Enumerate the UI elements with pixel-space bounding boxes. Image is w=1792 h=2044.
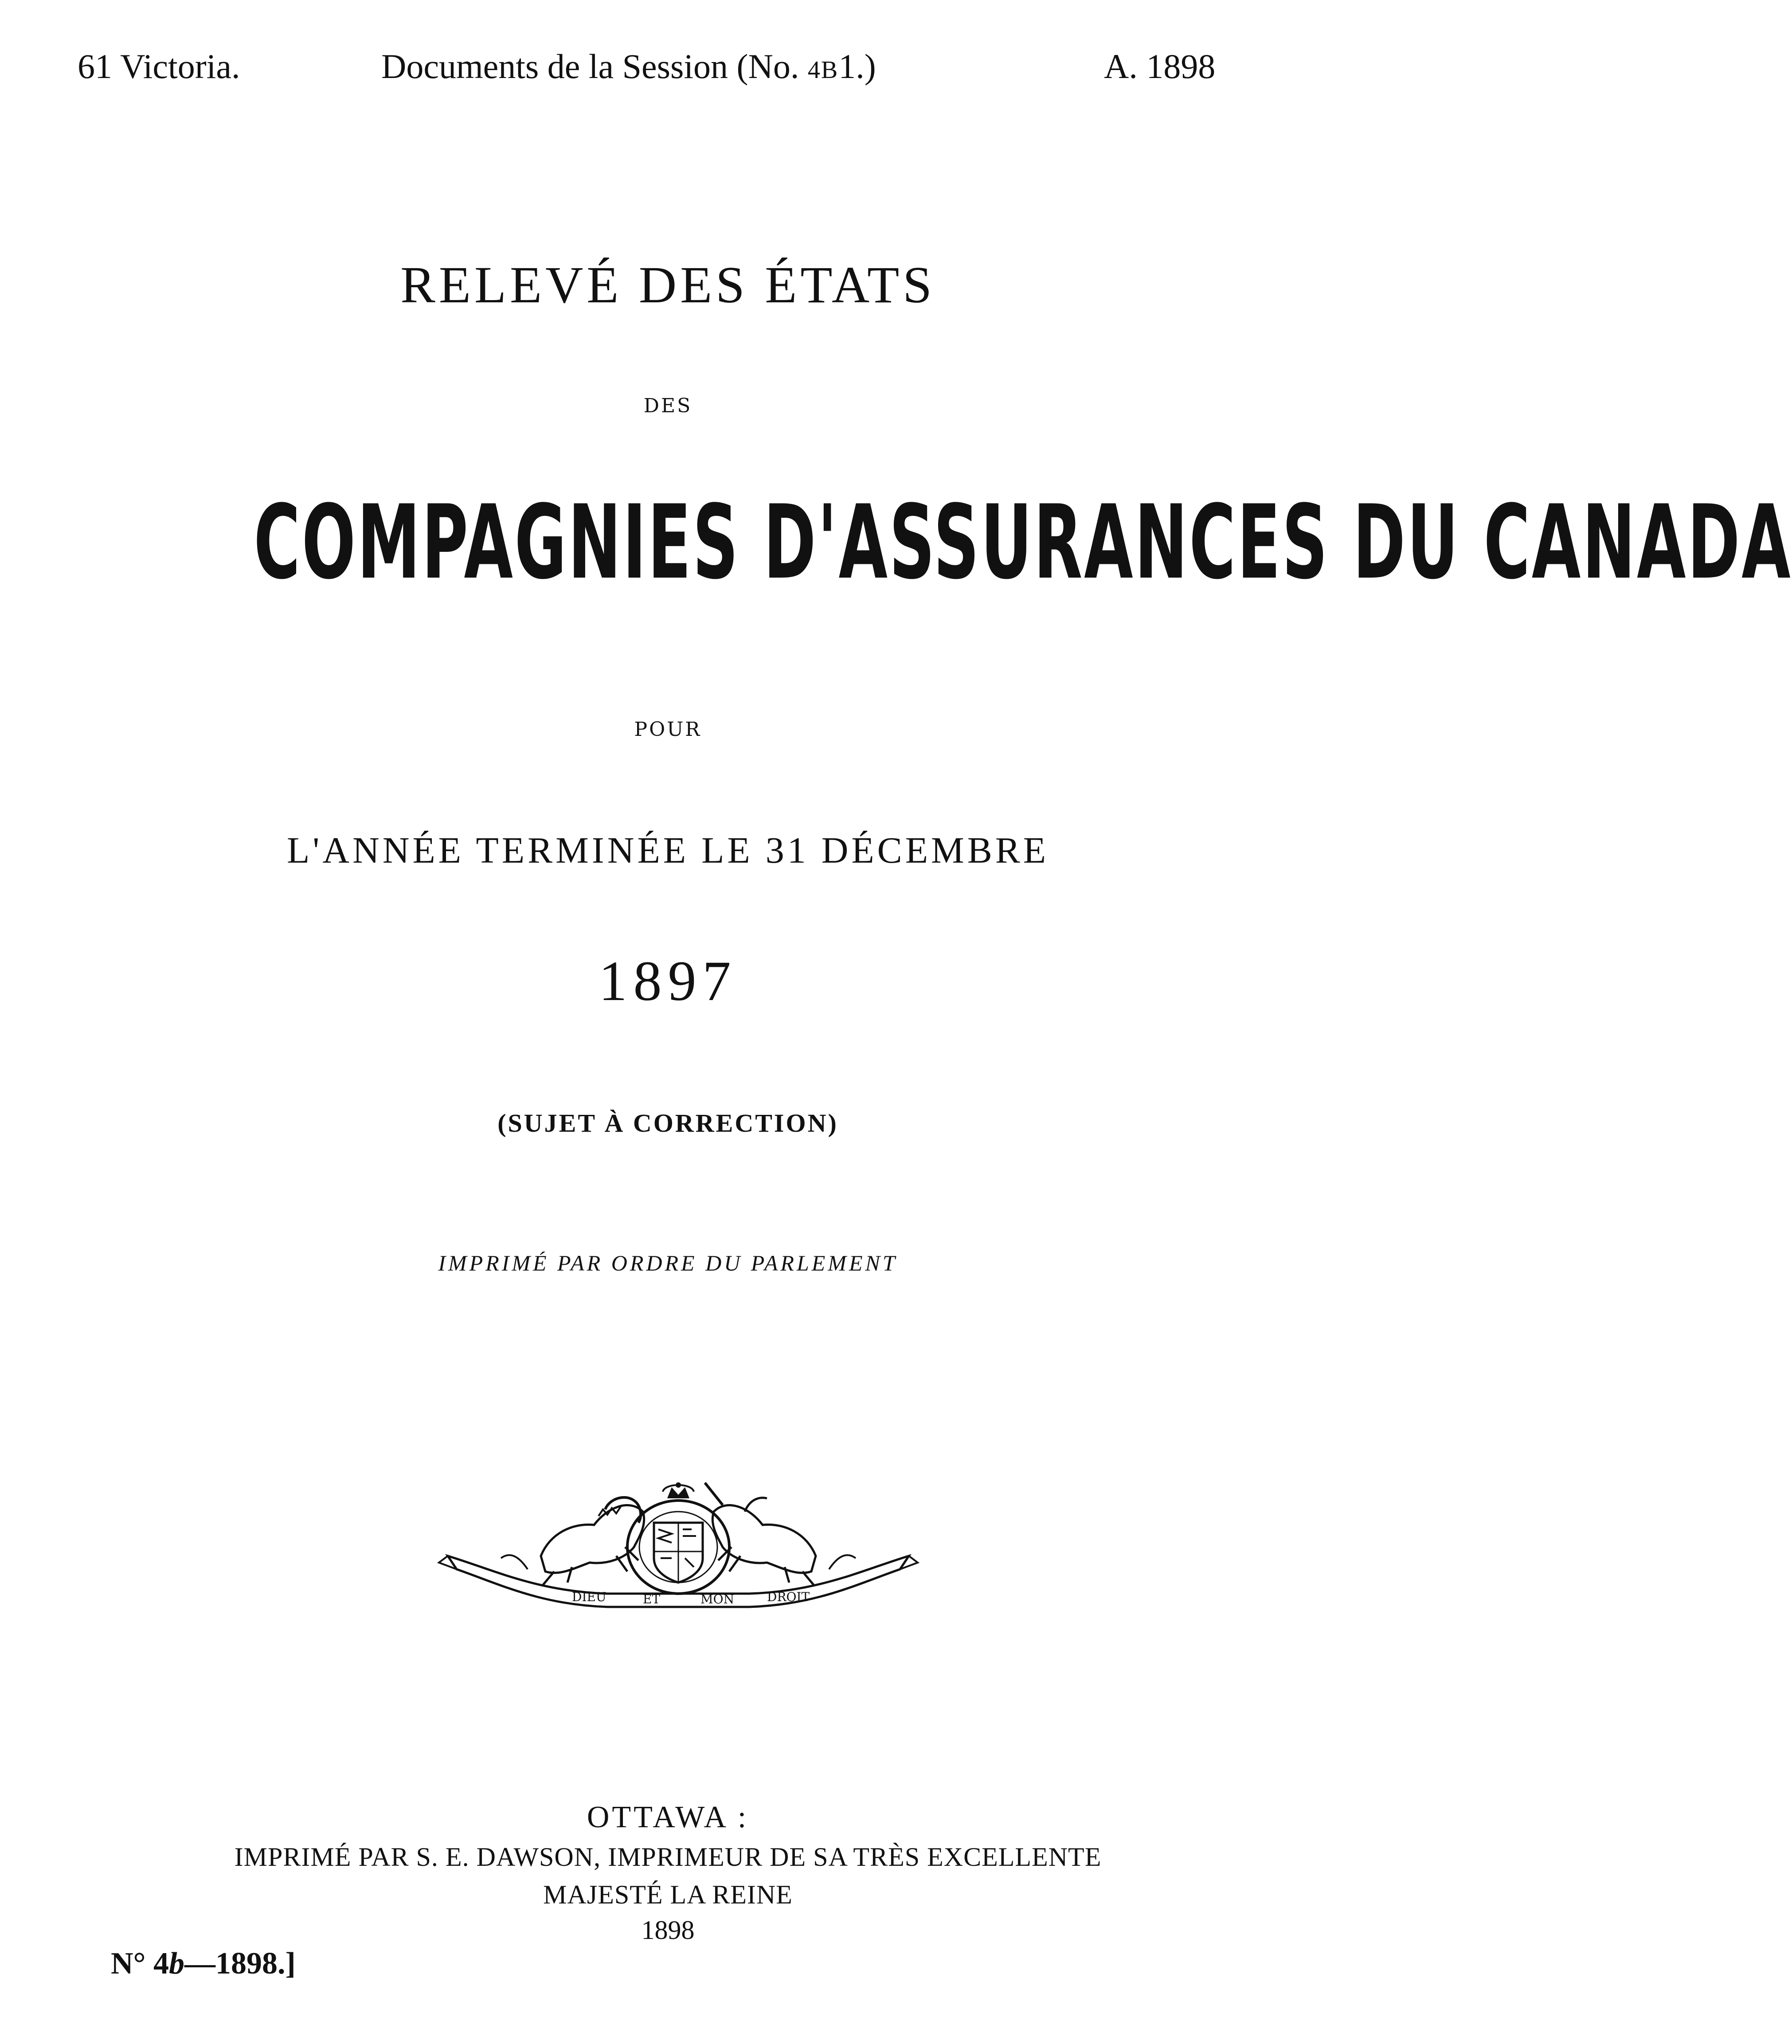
imprint-printer-line-2: MAJESTÉ LA REINE xyxy=(543,1880,793,1909)
header-year: A. 1898 xyxy=(1104,47,1216,86)
header-document-prefix: Documents de la Session (No. xyxy=(381,47,808,86)
motto-word-mon: MON xyxy=(700,1592,735,1606)
royal-coat-of-arms-icon xyxy=(439,1481,918,1627)
footer-number-prefix: N° 4 xyxy=(111,1946,169,1981)
title-imprime-par-ordre: IMPRIMÉ PAR ORDRE DU PARLEMENT xyxy=(438,1251,898,1275)
footer-number-italic: b xyxy=(169,1946,185,1981)
title-des: DES xyxy=(643,395,693,417)
title-pour: POUR xyxy=(634,718,702,741)
header-document-suffix: 1.) xyxy=(838,47,876,86)
motto-word-et: ET xyxy=(643,1592,661,1606)
header-document-code: 4B xyxy=(807,56,839,84)
imprint-year: 1898 xyxy=(641,1915,695,1945)
title-annee-terminee: L'ANNÉE TERMINÉE LE 31 DÉCEMBRE xyxy=(286,830,1049,871)
footer-document-number xyxy=(111,1946,296,1981)
motto-word-dieu: DIEU xyxy=(572,1590,606,1604)
title-releve-des-etats: RELEVÉ DES ÉTATS xyxy=(400,256,935,314)
imprint-city: OTTAWA : xyxy=(587,1800,749,1834)
header-document-number xyxy=(381,47,876,86)
title-compagnies-assurances: COMPAGNIES D'ASSURANCES DU CANADA xyxy=(254,484,1792,602)
title-year: 1897 xyxy=(599,950,737,1012)
title-sujet-a-correction: (SUJET À CORRECTION) xyxy=(497,1109,838,1137)
footer-number-suffix: —1898.] xyxy=(184,1946,296,1981)
motto-word-droit: DROIT xyxy=(767,1590,810,1604)
header-session-victoria: 61 Victoria. xyxy=(78,47,240,86)
imprint-printer-line-1: IMPRIMÉ PAR S. E. DAWSON, IMPRIMEUR DE SA TRÈS EXCELLENTE xyxy=(234,1842,1102,1872)
